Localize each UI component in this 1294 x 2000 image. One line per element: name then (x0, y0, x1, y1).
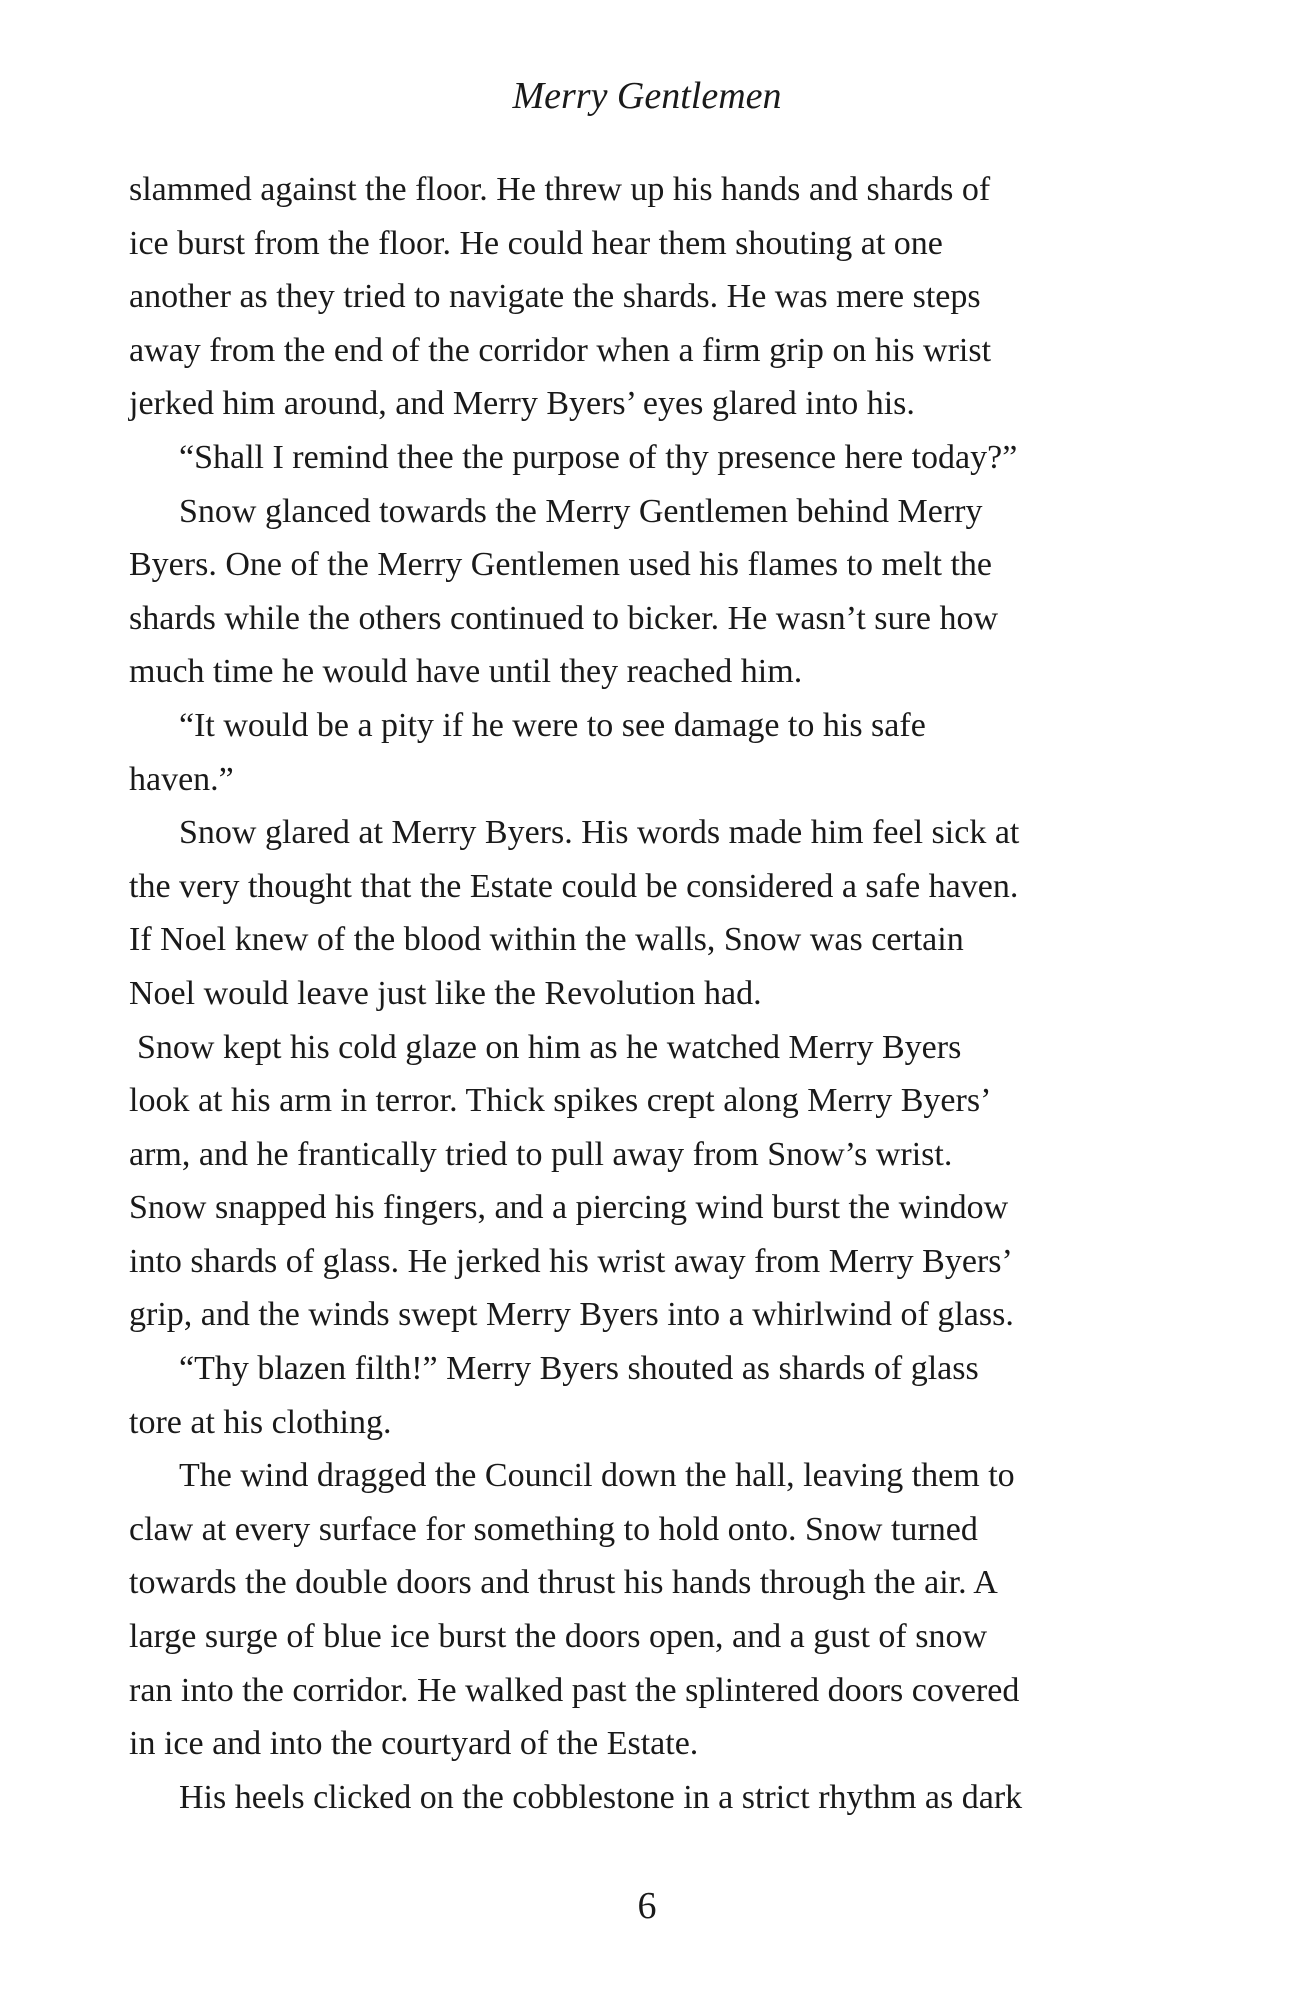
text-line: “It would be a pity if he were to see damage to his safe (179, 706, 926, 744)
text-line: The wind dragged the Council down the hall, leaving them to (179, 1457, 1015, 1495)
text-line: in ice and into the courtyard of the Estate. (129, 1725, 699, 1763)
text-line: away from the end of the corridor when a firm grip on his wrist (129, 331, 992, 369)
text-line: towards the double doors and thrust his hands through the air. A (129, 1564, 998, 1602)
text-line: Snow kept his cold glaze on him as he watched Merry Byers (137, 1028, 962, 1066)
text-line: shards while the others continued to bicker. He wasn’t sure how (129, 599, 999, 637)
text-line: another as they tried to navigate the shards. He was mere steps (129, 278, 981, 316)
text-line: His heels clicked on the cobblestone in a strict rhythm as dark (179, 1778, 1023, 1816)
text-line: tore at his clothing. (129, 1403, 392, 1441)
text-line: jerked him around, and Merry Byers’ eyes glared into his. (129, 385, 915, 423)
running-header-title: Merry Gentlemen (512, 75, 782, 117)
body-text (129, 163, 1165, 1824)
text-line: “Shall I remind thee the purpose of thy presence here today?” (179, 438, 1018, 476)
text-line: large surge of blue ice burst the doors open, and a gust of snow (129, 1618, 988, 1656)
text-line: claw at every surface for something to hold onto. Snow turned (129, 1510, 978, 1548)
text-line: Snow glanced towards the Merry Gentlemen behind Merry (179, 492, 983, 530)
text-line: “Thy blazen filth!” Merry Byers shouted as shards of glass (179, 1350, 979, 1388)
text-line: look at his arm in terror. Thick spikes crept along Merry Byers’ (129, 1082, 992, 1120)
text-line: grip, and the winds swept Merry Byers into a whirlwind of glass. (129, 1296, 1014, 1334)
text-line: Noel would leave just like the Revolution had. (129, 974, 762, 1012)
text-line: arm, and he frantically tried to pull away from Snow’s wrist. (129, 1135, 953, 1173)
text-line: If Noel knew of the blood within the walls, Snow was certain (129, 921, 964, 959)
text-line: much time he would have until they reached him. (129, 653, 803, 691)
page-number: 6 (637, 1885, 657, 1927)
text-line: ice burst from the floor. He could hear them shouting at one (129, 224, 943, 262)
text-line: the very thought that the Estate could be considered a safe haven. (129, 867, 1019, 905)
text-line: Snow snapped his fingers, and a piercing wind burst the window (129, 1189, 1009, 1227)
text-line: Snow glared at Merry Byers. His words made him feel sick at (179, 814, 1020, 852)
text-line: slammed against the floor. He threw up his hands and shards of (129, 171, 991, 208)
text-line: Byers. One of the Merry Gentlemen used his flames to melt the (129, 546, 992, 584)
text-line: haven.” (129, 760, 234, 798)
text-line: ran into the corridor. He walked past the splintered doors covered (129, 1671, 1020, 1709)
text-line: into shards of glass. He jerked his wrist away from Merry Byers’ (129, 1242, 1013, 1280)
